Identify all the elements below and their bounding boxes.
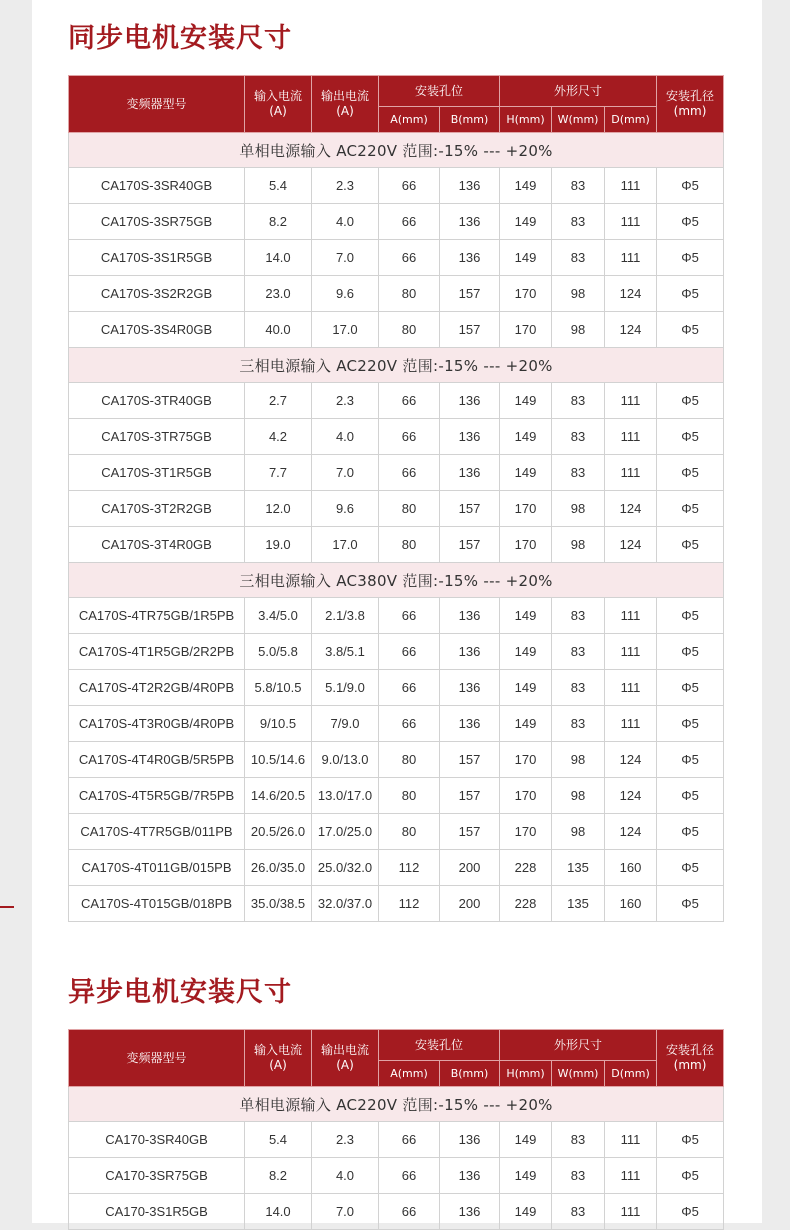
cell-model: CA170-3SR40GB: [69, 1122, 245, 1158]
cell-a: 66: [379, 1122, 440, 1158]
cell-w: 83: [552, 1158, 605, 1194]
cell-d: 160: [605, 850, 657, 886]
cell-d: 111: [605, 1194, 657, 1230]
cell-d: 111: [605, 455, 657, 491]
cell-w: 83: [552, 1122, 605, 1158]
cell-w: 83: [552, 670, 605, 706]
cell-model: CA170S-4T4R0GB/5R5PB: [69, 742, 245, 778]
cell-d: 111: [605, 204, 657, 240]
cell-input-current: 5.0/5.8: [245, 634, 312, 670]
table-row: [69, 312, 724, 348]
cell-output-current: 7.0: [312, 240, 379, 276]
cell-a: 80: [379, 742, 440, 778]
cell-w: 98: [552, 276, 605, 312]
cell-model: CA170S-3S1R5GB: [69, 240, 245, 276]
header-col-a: A(mm): [379, 1061, 440, 1087]
header-model: 变频器型号: [69, 1030, 245, 1087]
cell-input-current: 4.2: [245, 419, 312, 455]
table-row: [69, 204, 724, 240]
cell-input-current: 12.0: [245, 491, 312, 527]
cell-h: 170: [500, 814, 552, 850]
header-hole-diameter: 安装孔径 (mm): [657, 1030, 724, 1087]
section-title-sync: 同步电机安装尺寸: [68, 23, 292, 54]
header-hole-diameter: 安装孔径 (mm): [657, 76, 724, 133]
cell-input-current: 5.4: [245, 1122, 312, 1158]
cell-hole-diameter: Φ5: [657, 886, 724, 922]
table-row: [69, 491, 724, 527]
cell-b: 157: [440, 276, 500, 312]
cell-d: 124: [605, 312, 657, 348]
header-col-w: W(mm): [552, 1061, 605, 1087]
cell-input-current: 8.2: [245, 1158, 312, 1194]
cell-a: 112: [379, 850, 440, 886]
cell-input-current: 5.4: [245, 168, 312, 204]
cell-h: 149: [500, 1194, 552, 1230]
header-output-current: 输出电流 (A): [312, 1030, 379, 1087]
cell-hole-diameter: Φ5: [657, 455, 724, 491]
cell-model: CA170S-4T7R5GB/011PB: [69, 814, 245, 850]
cell-b: 157: [440, 312, 500, 348]
header-mount-holes: 安装孔位: [379, 1030, 500, 1061]
cell-b: 136: [440, 204, 500, 240]
cell-input-current: 20.5/26.0: [245, 814, 312, 850]
cell-d: 111: [605, 240, 657, 276]
cell-h: 149: [500, 419, 552, 455]
cell-model: CA170S-4T015GB/018PB: [69, 886, 245, 922]
cell-b: 136: [440, 168, 500, 204]
cell-a: 66: [379, 455, 440, 491]
cell-model: CA170-3S1R5GB: [69, 1194, 245, 1230]
header-outline: 外形尺寸: [500, 1030, 657, 1061]
cell-w: 83: [552, 706, 605, 742]
cell-h: 149: [500, 634, 552, 670]
cell-b: 157: [440, 814, 500, 850]
header-col-h: H(mm): [500, 107, 552, 133]
table-row: [69, 814, 724, 850]
group-row: [69, 348, 724, 383]
cell-h: 149: [500, 383, 552, 419]
cell-output-current: 2.3: [312, 1122, 379, 1158]
cell-model: CA170S-4T2R2GB/4R0PB: [69, 670, 245, 706]
cell-model: CA170S-4TR75GB/1R5PB: [69, 598, 245, 634]
cell-w: 83: [552, 598, 605, 634]
cell-w: 98: [552, 778, 605, 814]
table-body: [69, 1087, 724, 1230]
cell-output-current: 5.1/9.0: [312, 670, 379, 706]
cell-h: 228: [500, 886, 552, 922]
cell-h: 170: [500, 527, 552, 563]
cell-a: 80: [379, 778, 440, 814]
table-row: [69, 1122, 724, 1158]
cell-a: 80: [379, 527, 440, 563]
cell-h: 149: [500, 455, 552, 491]
cell-h: 149: [500, 598, 552, 634]
cell-output-current: 32.0/37.0: [312, 886, 379, 922]
table-row: [69, 598, 724, 634]
cell-w: 83: [552, 455, 605, 491]
cell-hole-diameter: Φ5: [657, 670, 724, 706]
cell-h: 170: [500, 312, 552, 348]
cell-input-current: 10.5/14.6: [245, 742, 312, 778]
cell-hole-diameter: Φ5: [657, 850, 724, 886]
cell-hole-diameter: Φ5: [657, 814, 724, 850]
cell-d: 111: [605, 1122, 657, 1158]
cell-a: 66: [379, 419, 440, 455]
table-row: [69, 670, 724, 706]
table-row: [69, 706, 724, 742]
cell-b: 157: [440, 742, 500, 778]
cell-w: 83: [552, 204, 605, 240]
header-model: 变频器型号: [69, 76, 245, 133]
cell-hole-diameter: Φ5: [657, 491, 724, 527]
cell-model: CA170S-4T5R5GB/7R5PB: [69, 778, 245, 814]
cell-input-current: 7.7: [245, 455, 312, 491]
cell-d: 124: [605, 742, 657, 778]
header-col-d: D(mm): [605, 1061, 657, 1087]
group-row: [69, 563, 724, 598]
table-row: [69, 240, 724, 276]
header-col-b: B(mm): [440, 107, 500, 133]
cell-h: 170: [500, 276, 552, 312]
cell-model: CA170S-3SR40GB: [69, 168, 245, 204]
cell-d: 160: [605, 886, 657, 922]
table-row: [69, 778, 724, 814]
cell-model: CA170S-3TR40GB: [69, 383, 245, 419]
cell-input-current: 40.0: [245, 312, 312, 348]
cell-hole-diameter: Φ5: [657, 312, 724, 348]
cell-input-current: 35.0/38.5: [245, 886, 312, 922]
cell-a: 66: [379, 1158, 440, 1194]
table-row: [69, 742, 724, 778]
cell-h: 149: [500, 706, 552, 742]
cell-a: 66: [379, 670, 440, 706]
cell-output-current: 17.0/25.0: [312, 814, 379, 850]
table-row: [69, 1158, 724, 1194]
cell-d: 111: [605, 383, 657, 419]
spec-table-async: [68, 1029, 724, 1230]
cell-d: 124: [605, 527, 657, 563]
cell-output-current: 9.6: [312, 491, 379, 527]
cell-w: 83: [552, 168, 605, 204]
cell-model: CA170S-4T011GB/015PB: [69, 850, 245, 886]
cell-h: 170: [500, 491, 552, 527]
cell-output-current: 4.0: [312, 204, 379, 240]
cell-a: 66: [379, 168, 440, 204]
cell-b: 136: [440, 598, 500, 634]
cell-b: 157: [440, 527, 500, 563]
cell-a: 80: [379, 312, 440, 348]
cell-a: 112: [379, 886, 440, 922]
cell-output-current: 9.0/13.0: [312, 742, 379, 778]
cell-hole-diameter: Φ5: [657, 168, 724, 204]
cell-model: CA170S-3T1R5GB: [69, 455, 245, 491]
cell-output-current: 3.8/5.1: [312, 634, 379, 670]
cell-input-current: 8.2: [245, 204, 312, 240]
cell-w: 83: [552, 419, 605, 455]
cell-model: CA170-3SR75GB: [69, 1158, 245, 1194]
cell-h: 228: [500, 850, 552, 886]
cell-b: 136: [440, 670, 500, 706]
table-row: [69, 886, 724, 922]
table-header: [69, 1030, 724, 1087]
cell-d: 124: [605, 814, 657, 850]
cell-model: CA170S-3T4R0GB: [69, 527, 245, 563]
cell-output-current: 7/9.0: [312, 706, 379, 742]
cell-w: 83: [552, 1194, 605, 1230]
cell-output-current: 2.3: [312, 168, 379, 204]
cell-h: 170: [500, 778, 552, 814]
cell-input-current: 14.0: [245, 1194, 312, 1230]
cell-d: 124: [605, 778, 657, 814]
cell-d: 111: [605, 168, 657, 204]
cell-hole-diameter: Φ5: [657, 598, 724, 634]
cell-b: 136: [440, 419, 500, 455]
cell-hole-diameter: Φ5: [657, 778, 724, 814]
cell-w: 98: [552, 491, 605, 527]
cell-h: 149: [500, 670, 552, 706]
table-row: [69, 634, 724, 670]
table-row: [69, 1194, 724, 1230]
cell-a: 66: [379, 634, 440, 670]
cell-b: 157: [440, 491, 500, 527]
cell-d: 111: [605, 670, 657, 706]
table-row: [69, 527, 724, 563]
cell-model: CA170S-4T3R0GB/4R0PB: [69, 706, 245, 742]
cell-d: 111: [605, 634, 657, 670]
cell-b: 136: [440, 706, 500, 742]
cell-a: 66: [379, 706, 440, 742]
cell-hole-diameter: Φ5: [657, 634, 724, 670]
header-col-b: B(mm): [440, 1061, 500, 1087]
cell-b: 200: [440, 886, 500, 922]
cell-d: 124: [605, 276, 657, 312]
group-row: [69, 1087, 724, 1122]
cell-a: 66: [379, 240, 440, 276]
group-row: [69, 133, 724, 168]
cell-hole-diameter: Φ5: [657, 419, 724, 455]
cell-input-current: 2.7: [245, 383, 312, 419]
group-label: 三相电源输入 AC220V 范围:-15% --- +20%: [69, 348, 724, 383]
cell-output-current: 2.3: [312, 383, 379, 419]
cell-h: 149: [500, 240, 552, 276]
cell-output-current: 7.0: [312, 455, 379, 491]
cell-b: 136: [440, 634, 500, 670]
cell-output-current: 9.6: [312, 276, 379, 312]
cell-a: 80: [379, 491, 440, 527]
cell-b: 136: [440, 240, 500, 276]
cell-b: 136: [440, 455, 500, 491]
cell-input-current: 19.0: [245, 527, 312, 563]
cell-input-current: 23.0: [245, 276, 312, 312]
cell-input-current: 26.0/35.0: [245, 850, 312, 886]
cell-h: 149: [500, 1122, 552, 1158]
cell-w: 135: [552, 886, 605, 922]
header-col-a: A(mm): [379, 107, 440, 133]
cell-d: 111: [605, 419, 657, 455]
cell-input-current: 14.0: [245, 240, 312, 276]
cell-output-current: 4.0: [312, 1158, 379, 1194]
table-row: [69, 455, 724, 491]
cell-hole-diameter: Φ5: [657, 742, 724, 778]
cell-output-current: 13.0/17.0: [312, 778, 379, 814]
cell-b: 200: [440, 850, 500, 886]
cell-h: 149: [500, 1158, 552, 1194]
cell-output-current: 7.0: [312, 1194, 379, 1230]
cell-w: 98: [552, 527, 605, 563]
cell-model: CA170S-4T1R5GB/2R2PB: [69, 634, 245, 670]
table-row: [69, 419, 724, 455]
cell-model: CA170S-3T2R2GB: [69, 491, 245, 527]
cell-hole-diameter: Φ5: [657, 527, 724, 563]
cell-hole-diameter: Φ5: [657, 383, 724, 419]
table-body: [69, 133, 724, 922]
cell-a: 66: [379, 598, 440, 634]
cell-output-current: 25.0/32.0: [312, 850, 379, 886]
header-input-current: 输入电流 (A): [245, 1030, 312, 1087]
cell-model: CA170S-3S2R2GB: [69, 276, 245, 312]
group-label: 三相电源输入 AC380V 范围:-15% --- +20%: [69, 563, 724, 598]
cell-input-current: 3.4/5.0: [245, 598, 312, 634]
header-col-d: D(mm): [605, 107, 657, 133]
cell-output-current: 4.0: [312, 419, 379, 455]
spec-table-sync: [68, 75, 724, 922]
cell-model: CA170S-3S4R0GB: [69, 312, 245, 348]
cell-w: 83: [552, 383, 605, 419]
cell-b: 136: [440, 1158, 500, 1194]
cell-input-current: 9/10.5: [245, 706, 312, 742]
group-label: 单相电源输入 AC220V 范围:-15% --- +20%: [69, 1087, 724, 1122]
header-col-w: W(mm): [552, 107, 605, 133]
table-row: [69, 168, 724, 204]
header-input-current: 输入电流 (A): [245, 76, 312, 133]
cell-output-current: 17.0: [312, 527, 379, 563]
header-col-h: H(mm): [500, 1061, 552, 1087]
edge-divider: [0, 906, 14, 908]
cell-w: 83: [552, 240, 605, 276]
table-row: [69, 850, 724, 886]
cell-hole-diameter: Φ5: [657, 1158, 724, 1194]
header-mount-holes: 安装孔位: [379, 76, 500, 107]
cell-hole-diameter: Φ5: [657, 276, 724, 312]
cell-d: 111: [605, 598, 657, 634]
cell-input-current: 5.8/10.5: [245, 670, 312, 706]
cell-hole-diameter: Φ5: [657, 240, 724, 276]
cell-b: 136: [440, 1122, 500, 1158]
cell-a: 80: [379, 814, 440, 850]
cell-hole-diameter: Φ5: [657, 706, 724, 742]
cell-d: 111: [605, 706, 657, 742]
cell-b: 136: [440, 383, 500, 419]
group-label: 单相电源输入 AC220V 范围:-15% --- +20%: [69, 133, 724, 168]
cell-a: 66: [379, 1194, 440, 1230]
cell-h: 149: [500, 204, 552, 240]
cell-output-current: 17.0: [312, 312, 379, 348]
cell-input-current: 14.6/20.5: [245, 778, 312, 814]
cell-w: 98: [552, 312, 605, 348]
cell-w: 135: [552, 850, 605, 886]
cell-hole-diameter: Φ5: [657, 204, 724, 240]
cell-h: 149: [500, 168, 552, 204]
cell-model: CA170S-3TR75GB: [69, 419, 245, 455]
cell-a: 80: [379, 276, 440, 312]
cell-w: 98: [552, 742, 605, 778]
cell-a: 66: [379, 204, 440, 240]
cell-output-current: 2.1/3.8: [312, 598, 379, 634]
cell-b: 157: [440, 778, 500, 814]
header-output-current: 输出电流 (A): [312, 76, 379, 133]
cell-d: 111: [605, 1158, 657, 1194]
spec-page: [32, 0, 762, 1223]
cell-d: 124: [605, 491, 657, 527]
cell-model: CA170S-3SR75GB: [69, 204, 245, 240]
section-title-async: 异步电机安装尺寸: [68, 977, 292, 1008]
cell-hole-diameter: Φ5: [657, 1122, 724, 1158]
table-row: [69, 383, 724, 419]
cell-hole-diameter: Φ5: [657, 1194, 724, 1230]
table-row: [69, 276, 724, 312]
cell-b: 136: [440, 1194, 500, 1230]
cell-a: 66: [379, 383, 440, 419]
cell-w: 98: [552, 814, 605, 850]
table-header: [69, 76, 724, 133]
cell-w: 83: [552, 634, 605, 670]
header-outline: 外形尺寸: [500, 76, 657, 107]
cell-h: 170: [500, 742, 552, 778]
